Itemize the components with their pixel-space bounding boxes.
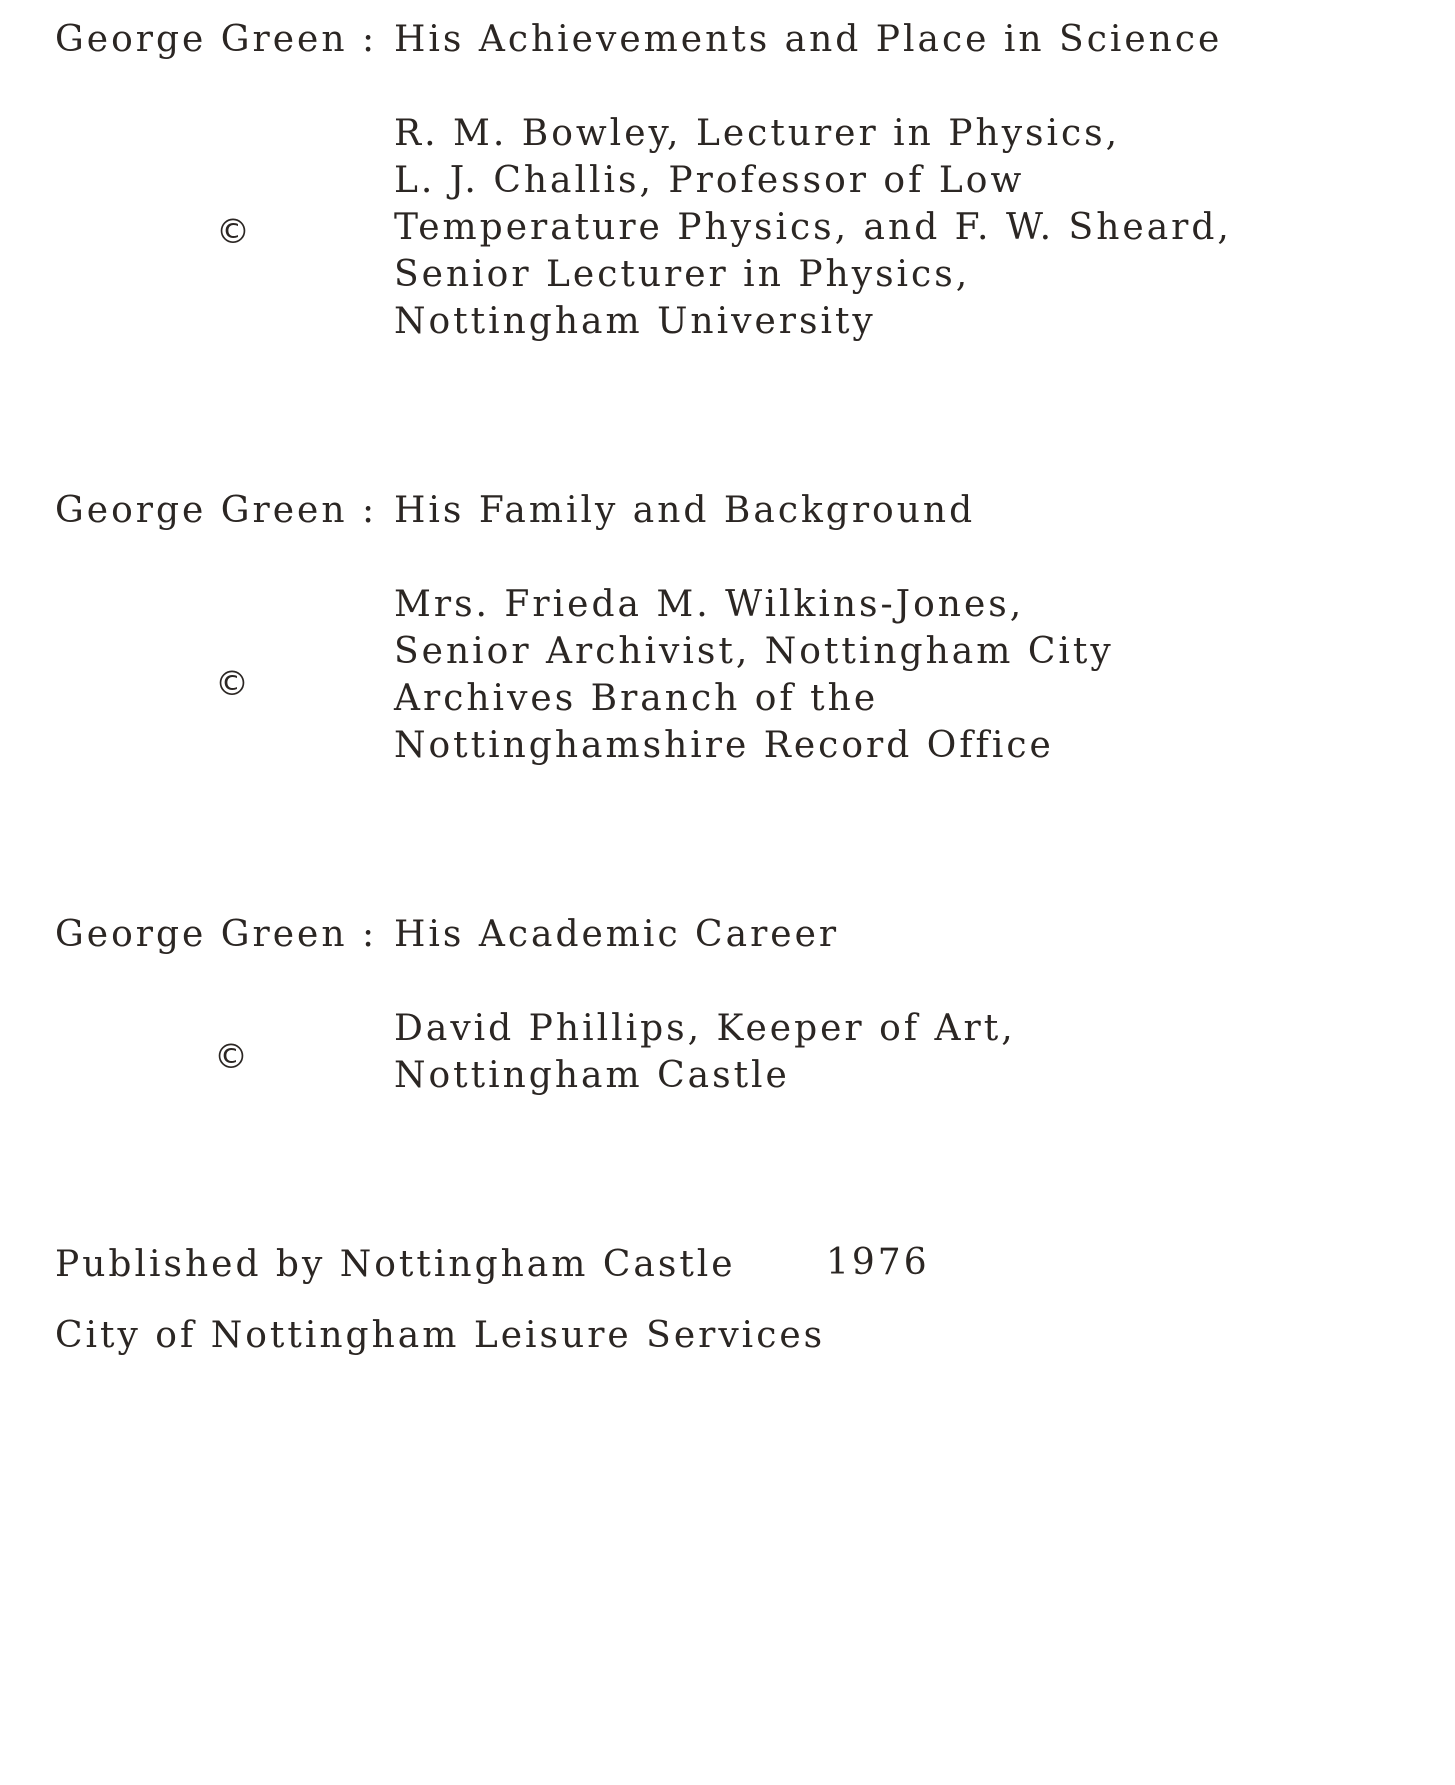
section-3-copyright-icon: © [214, 1037, 248, 1077]
section-1-author-line: Senior Lecturer in Physics, [394, 254, 971, 295]
section-2-heading-title: His Family and Background [394, 490, 976, 531]
section-1-author-line: L. J. Challis, Professor of Low [394, 160, 1025, 201]
section-1-author-line: Temperature Physics, and F. W. Sheard, [394, 207, 1232, 248]
publisher-line: Published by Nottingham Castle [55, 1244, 736, 1285]
section-1-author-line: R. M. Bowley, Lecturer in Physics, [394, 113, 1121, 154]
publication-year: 1976 [826, 1242, 930, 1283]
section-3-heading-title: His Academic Career [394, 914, 840, 955]
section-2-heading-prefix: George Green : [55, 490, 378, 531]
section-2-author-line: Nottinghamshire Record Office [394, 725, 1054, 766]
section-2-authors [394, 581, 1114, 769]
section-3-authors [394, 1005, 1016, 1099]
section-2-author-line: Archives Branch of the [394, 678, 879, 719]
section-1-author-line: Nottingham University [394, 301, 876, 342]
section-1-heading-title: His Achievements and Place in Science [394, 19, 1223, 60]
section-3-heading-prefix: George Green : [55, 914, 378, 955]
section-3-author-line: David Phillips, Keeper of Art, [394, 1008, 1016, 1049]
section-1-copyright-icon: © [216, 212, 250, 252]
section-1-heading-prefix: George Green : [55, 19, 378, 60]
section-1-authors [394, 110, 1232, 345]
section-2-author-line: Mrs. Frieda M. Wilkins-Jones, [394, 584, 1025, 625]
section-2-author-line: Senior Archivist, Nottingham City [394, 631, 1114, 672]
section-3-author-line: Nottingham Castle [394, 1055, 790, 1096]
publisher-department: City of Nottingham Leisure Services [55, 1315, 826, 1356]
section-2-copyright-icon: © [215, 664, 249, 704]
